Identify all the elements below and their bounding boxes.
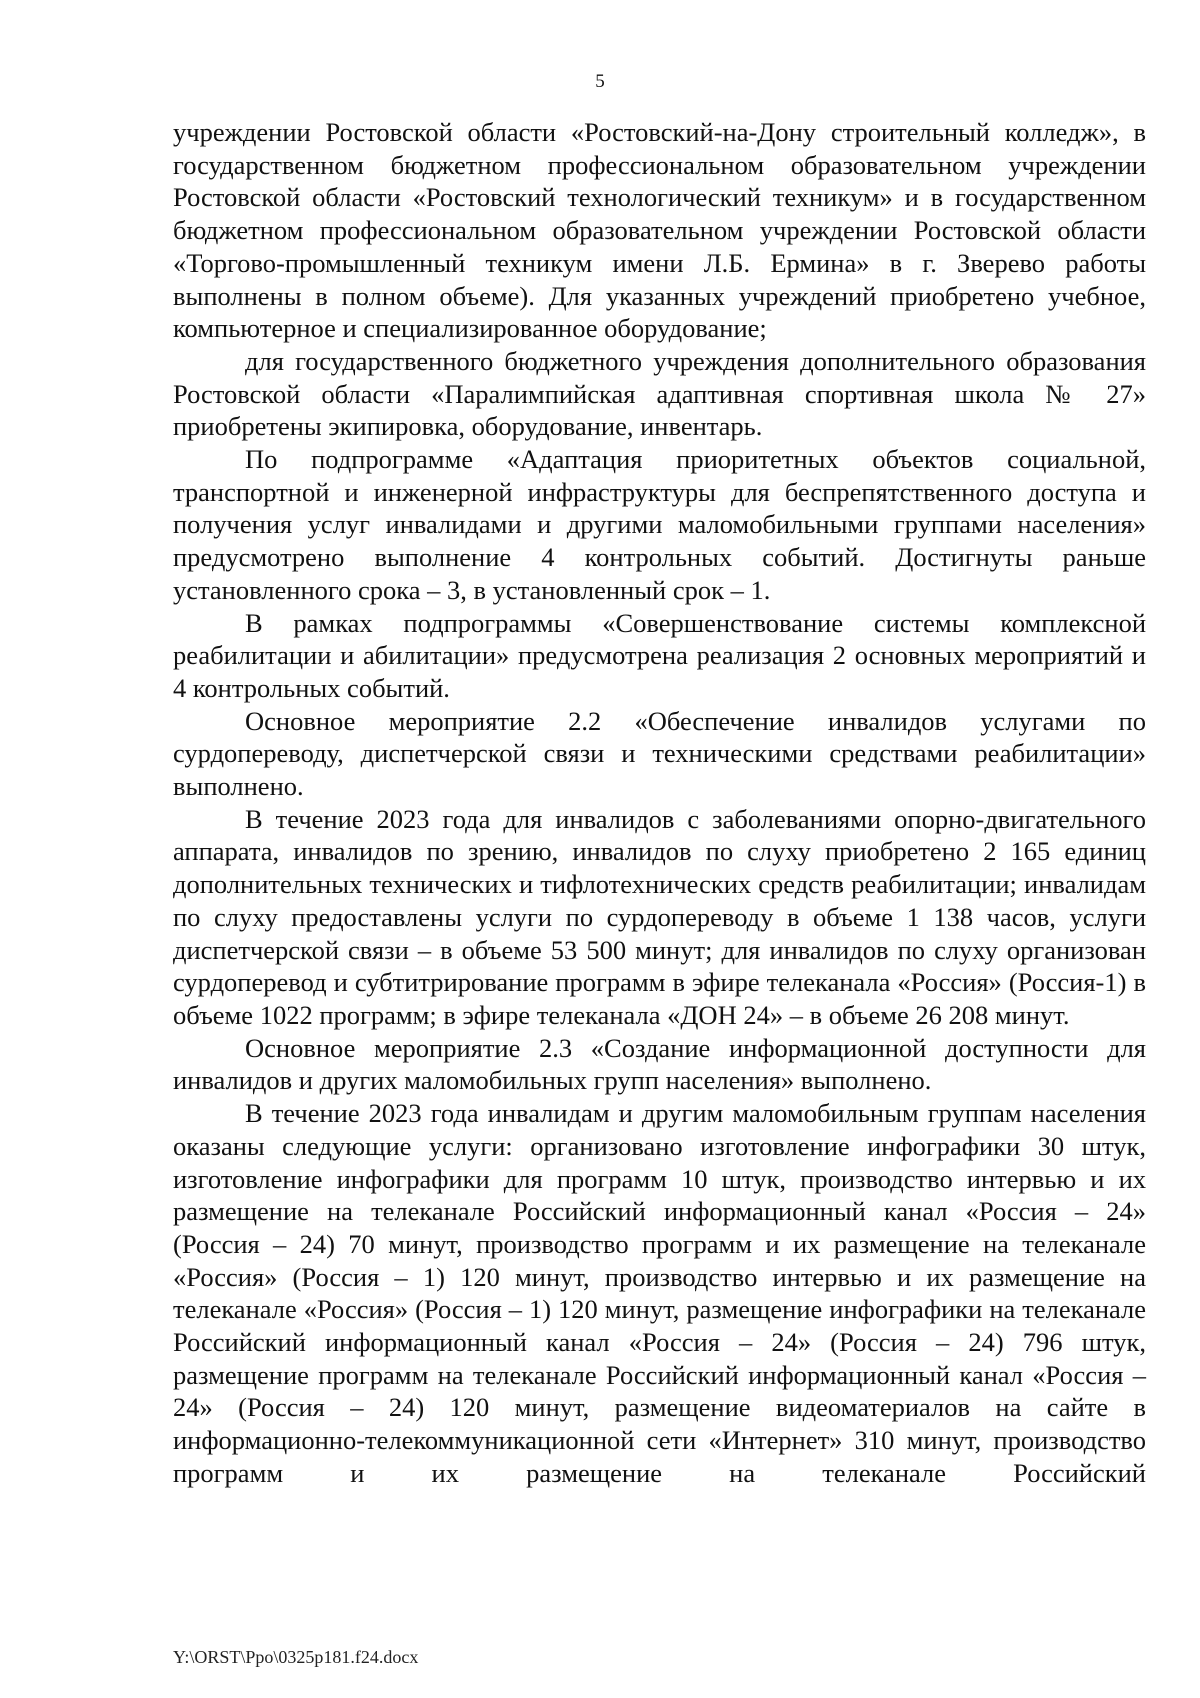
paragraph-2023-information-services: В течение 2023 года инвалидам и другим маломобильным группам населения оказаны следующие услуги: организовано изготовление инфографики 30 штук, изготовление инфографики для программ 10 штук, производство интервью и их размещение на телеканале Российский информационный канал «Россия – 24» (Россия – 24) 70 минут, производство программ и их размещение на телеканале «Россия» (Россия – 1) 120 минут, производство интервью и их размещение на телеканале «Россия» (Россия – 1) 120 минут, размещение инфографики на телеканале Российский информационный канал «Россия – 24» (Россия – 24) 796 штук, размещение программ на телеканале Российский информационный канал «Россия – 24» (Россия – 24) 120 минут, размещение видеоматериалов на сайте в информационно-телекоммуникационной сети «Интернет» 310 минут, производство программ и их размещение на телеканале Российский	[173, 1098, 1146, 1488]
footer-file-path: Y:\ORST\Ppo\0325p181.f24.docx	[173, 1647, 419, 1667]
page-number: 5	[595, 71, 605, 92]
paragraph-adaptive-sports-school: для государственного бюджетного учреждения дополнительного образования Ростовской области «Паралимпийская адаптивная спортивная школа № 27» приобретены экипировка, оборудование, инвентарь.	[173, 345, 1146, 442]
paragraph-infrastructure-subprogram: По подпрограмме «Адаптация приоритетных объектов социальной, транспортной и инженерной инфраструктуры для беспрепятственного доступа и получения услуг инвалидами и другими маломобильными группами населения» предусмотрено выполнение 4 контрольных событий. Достигнуты раньше установленного срока – 3, в установленный срок – 1.	[173, 444, 1146, 605]
paragraph-continuation: учреждении Ростовской области «Ростовский-на-Дону строительный колледж», в государственном бюджетном профессиональном образовательном учреждении Ростовской области «Ростовский технологический техникум» и в государственном бюджетном профессиональном образовательном учреждении Ростовской области «Торгово-промышленный техникум имени Л.Б. Ермина» в г. Зверево работы выполнены в полном объеме). Для указанных учреждений приобретено учебное, компьютерное и специализированное оборудование;	[173, 117, 1146, 344]
paragraph-measure-2-2: Основное мероприятие 2.2 «Обеспечение инвалидов услугами по сурдопереводу, диспетчерской связи и техническими средствами реабилитации» выполнено.	[173, 705, 1146, 802]
paragraph-2023-technical-means: В течение 2023 года для инвалидов с заболеваниями опорно-двигательного аппарата, инвалидов по зрению, инвалидов по слуху приобретено 2 165 единиц дополнительных технических и тифлотехнических средств реабилитации; инвалидам по слуху предоставлены услуги по сурдопереводу в объеме 1 138 часов, услуги диспетчерской связи – в объеме 53 500 минут; для инвалидов по слуху организован сурдоперевод и субтитрирование программ в эфире телеканала «Россия» (Россия-1) в объеме 1022 программ; в эфире телеканала «ДОН 24» – в объеме 26 208 минут.	[173, 803, 1146, 1030]
document-body	[173, 116, 1146, 1490]
paragraph-rehabilitation-subprogram: В рамках подпрограммы «Совершенствование системы комплексной реабилитации и абилитации» предусмотрена реализация 2 основных мероприятий и 4 контрольных событий.	[173, 607, 1146, 703]
paragraph-measure-2-3: Основное мероприятие 2.3 «Создание информационной доступности для инвалидов и других маломобильных групп населения» выполнено.	[173, 1032, 1146, 1096]
